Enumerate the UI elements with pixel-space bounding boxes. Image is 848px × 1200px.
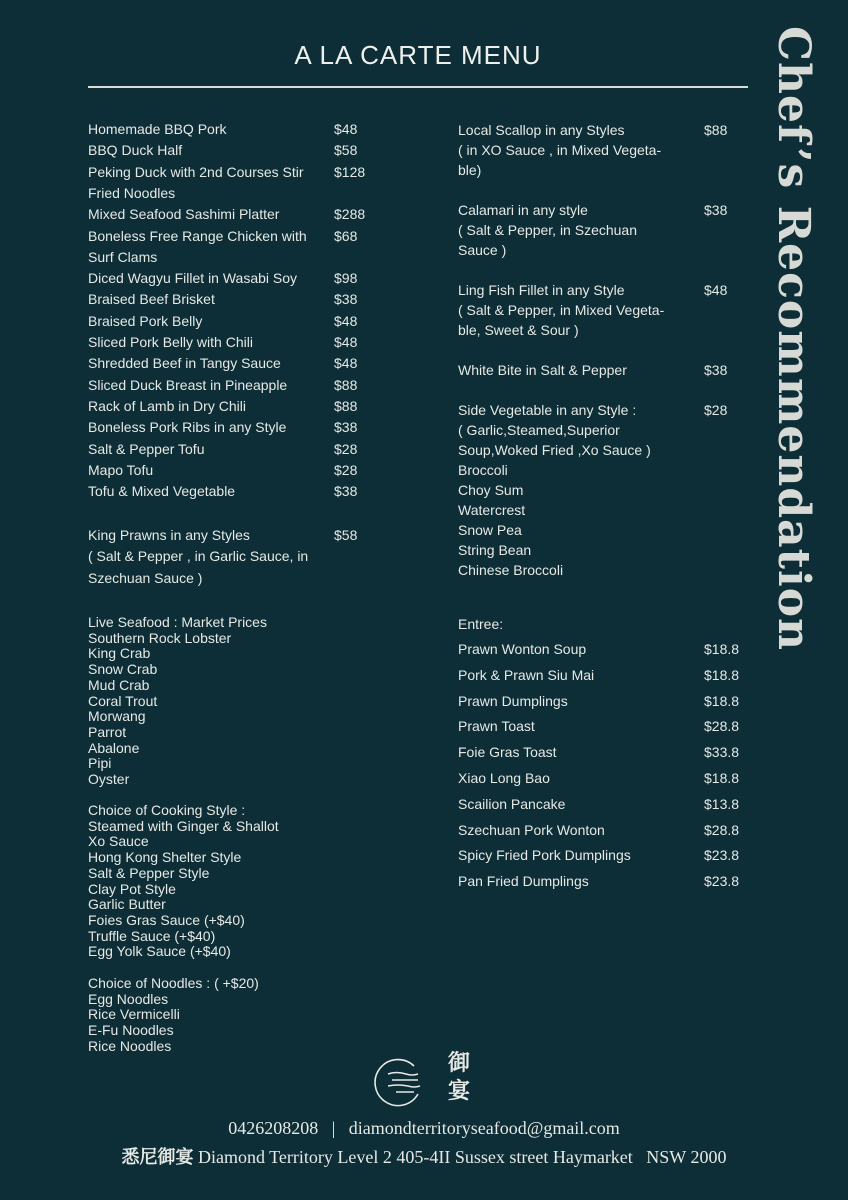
menu-item-local-scallop bbox=[458, 120, 748, 180]
side-banner bbox=[764, 26, 824, 652]
dish-price: $28 bbox=[334, 440, 358, 457]
dish-name: Shredded Beef in Tangy Sauce bbox=[88, 355, 281, 372]
list-item: Egg Noodles bbox=[88, 990, 169, 1007]
list-item: Parrot bbox=[88, 723, 127, 740]
logo-chinese-name: 御 宴 bbox=[448, 1051, 471, 1104]
dish-price: $23.8 bbox=[704, 873, 740, 890]
list-item: Mud Crab bbox=[88, 676, 150, 693]
menu-item-king-prawns bbox=[88, 525, 378, 589]
dish-price: $18.8 bbox=[704, 666, 740, 683]
dish-name: Local Scallop in any Styles ( in XO Sauce , in Mixed Vegeta- ble) bbox=[458, 122, 662, 178]
dish-name: Calamari in any style ( Salt & Pepper, in Szechuan Sauce ) bbox=[458, 202, 637, 258]
dish-price: $13.8 bbox=[704, 795, 740, 812]
dish-price: $58 bbox=[334, 527, 358, 543]
list-item: Abalone bbox=[88, 739, 140, 756]
entree-heading: Entree: bbox=[458, 616, 504, 632]
list-item: Rice Noodles bbox=[88, 1037, 172, 1054]
email-address: diamondterritoryseafood@gmail.com bbox=[348, 1118, 620, 1138]
dish-name: Szechuan Pork Wonton bbox=[458, 821, 605, 838]
dish-price: $33.8 bbox=[704, 744, 740, 761]
dish-name: Prawn Dumplings bbox=[458, 692, 568, 709]
dish-name: Ling Fish Fillet in any Style ( Salt & Pepper, in Mixed Vegeta- ble, Sweet & Sour ) bbox=[458, 282, 665, 338]
menu-item-calamari bbox=[458, 200, 748, 260]
dish-price: $38 bbox=[704, 362, 728, 378]
list-item: Xo Sauce bbox=[88, 833, 149, 850]
title-divider bbox=[88, 86, 748, 88]
dish-price: $18.8 bbox=[704, 641, 740, 657]
list-item: Garlic Butter bbox=[88, 896, 166, 913]
list-item: Steamed with Ginger & Shallot bbox=[88, 817, 279, 834]
dish-price: $48 bbox=[704, 282, 728, 298]
dish-name: Xiao Long Bao bbox=[458, 770, 550, 786]
dish-price: $88 bbox=[334, 376, 358, 393]
side-title: Chef’s Recommendation bbox=[768, 26, 819, 652]
dish-name: Prawn Wonton Soup bbox=[458, 641, 587, 657]
list-item: Southern Rock Lobster bbox=[88, 629, 232, 646]
list-item: Salt & Pepper Style bbox=[88, 864, 210, 881]
list-item: Foies Gras Sauce (+$40) bbox=[88, 911, 245, 928]
dish-name: Salt & Pepper Tofu bbox=[88, 440, 205, 457]
dish-name: Braised Beef Brisket bbox=[88, 291, 215, 308]
dish-name: Braised Pork Belly bbox=[88, 312, 203, 329]
list-item: Egg Yolk Sauce (+$40) bbox=[88, 943, 231, 960]
dish-price: $128 bbox=[334, 163, 366, 180]
dish-price: $88 bbox=[334, 397, 358, 414]
page-title: A LA CARTE MENU bbox=[294, 40, 542, 70]
contact-line bbox=[0, 1118, 848, 1139]
dish-price: $28.8 bbox=[704, 718, 740, 735]
address-text: Diamond Territory Level 2 405-4II Sussex street Haymarket NSW 2000 bbox=[198, 1147, 727, 1167]
menu-item-ling-fish bbox=[458, 280, 748, 340]
dish-name: Pan Fried Dumplings bbox=[458, 873, 589, 890]
restaurant-logo-icon bbox=[374, 1054, 428, 1108]
list-item: Morwang bbox=[88, 708, 146, 725]
dish-price: $18.8 bbox=[704, 770, 740, 786]
dish-name: Spicy Fried Pork Dumplings bbox=[458, 847, 631, 864]
list-item: Truffle Sauce (+$40) bbox=[88, 927, 216, 944]
dish-name: Tofu & Mixed Vegetable bbox=[88, 483, 236, 500]
dish-price: $48 bbox=[334, 312, 358, 329]
dish-price: $48 bbox=[334, 355, 358, 372]
dish-price: $28 bbox=[334, 461, 358, 478]
dish-name: Rack of Lamb in Dry Chili bbox=[88, 397, 246, 414]
dish-name: King Prawns in any Styles ( Salt & Pepper , in Garlic Sauce, in Szechuan Sauce ) bbox=[88, 527, 309, 586]
dish-price: $38 bbox=[334, 419, 358, 436]
dish-name: Mixed Seafood Sashimi Platter bbox=[88, 206, 280, 223]
noodles-section bbox=[88, 976, 259, 1055]
dish-name: Mapo Tofu bbox=[88, 461, 154, 478]
address-chinese: 悉尼御宴 bbox=[121, 1147, 194, 1168]
dish-price: $48 bbox=[334, 121, 358, 137]
menu-item-side-vegetable bbox=[458, 400, 748, 580]
dish-name: Foie Gras Toast bbox=[458, 744, 557, 761]
dish-price: $98 bbox=[334, 270, 358, 287]
list-item: Coral Trout bbox=[88, 692, 158, 709]
dish-name: BBQ Duck Half bbox=[88, 142, 183, 159]
dish-price: $23.8 bbox=[704, 847, 740, 864]
dish-name: White Bite in Salt & Pepper bbox=[458, 362, 627, 378]
dish-name: Diced Wagyu Fillet in Wasabi Soy bbox=[88, 270, 298, 287]
contact-separator: | bbox=[331, 1118, 336, 1138]
list-item: Rice Vermicelli bbox=[88, 1006, 180, 1023]
dish-price: $18.8 bbox=[704, 692, 740, 709]
list-item: E-Fu Noodles bbox=[88, 1022, 174, 1039]
dish-name: Peking Duck with 2nd Courses Stir Fried Noodles bbox=[88, 163, 304, 201]
live-seafood-section bbox=[88, 615, 267, 788]
dish-price: $38 bbox=[334, 483, 358, 500]
dish-price: $28 bbox=[704, 402, 728, 418]
address-line bbox=[0, 1143, 848, 1169]
list-item: Hong Kong Shelter Style bbox=[88, 849, 242, 866]
dish-name: Sliced Pork Belly with Chili bbox=[88, 334, 253, 350]
phone-number: 0426208208 bbox=[228, 1118, 319, 1138]
dish-name: Scailion Pancake bbox=[458, 795, 566, 812]
dish-name: Homemade BBQ Pork bbox=[88, 121, 227, 137]
dish-price: $68 bbox=[334, 227, 358, 244]
dish-name: Side Vegetable in any Style : ( Garlic,Steamed,Superior Soup,Woked Fried ,Xo Sauce ) Broccoli Choy Sum Watercrest Snow Pea String Bean Chinese Broccoli bbox=[458, 402, 651, 578]
dish-name: Boneless Free Range Chicken with Surf Clams bbox=[88, 227, 307, 265]
cooking-style-section bbox=[88, 803, 279, 960]
section-heading: Choice of Cooking Style : bbox=[88, 802, 246, 818]
dish-price: $58 bbox=[334, 142, 358, 159]
dish-price: $48 bbox=[334, 334, 358, 350]
dish-price: $288 bbox=[334, 206, 366, 223]
dish-name: Sliced Duck Breast in Pineapple bbox=[88, 376, 288, 393]
list-item: Oyster bbox=[88, 771, 130, 788]
dish-name: Boneless Pork Ribs in any Style bbox=[88, 419, 287, 436]
dish-price: $88 bbox=[704, 122, 728, 138]
section-heading: Choice of Noodles : ( +$20) bbox=[88, 975, 259, 991]
list-item: Clay Pot Style bbox=[88, 880, 176, 897]
list-item: Pipi bbox=[88, 755, 112, 772]
dish-price: $38 bbox=[704, 202, 728, 218]
dish-name: Pork & Prawn Siu Mai bbox=[458, 666, 595, 683]
menu-item-white-bite bbox=[458, 360, 748, 380]
section-heading: Live Seafood : Market Prices bbox=[88, 614, 267, 630]
dish-price: $38 bbox=[334, 291, 358, 308]
dish-name: Prawn Toast bbox=[458, 718, 535, 735]
list-item: King Crab bbox=[88, 645, 151, 662]
list-item: Snow Crab bbox=[88, 661, 158, 678]
dish-price: $28.8 bbox=[704, 821, 740, 838]
